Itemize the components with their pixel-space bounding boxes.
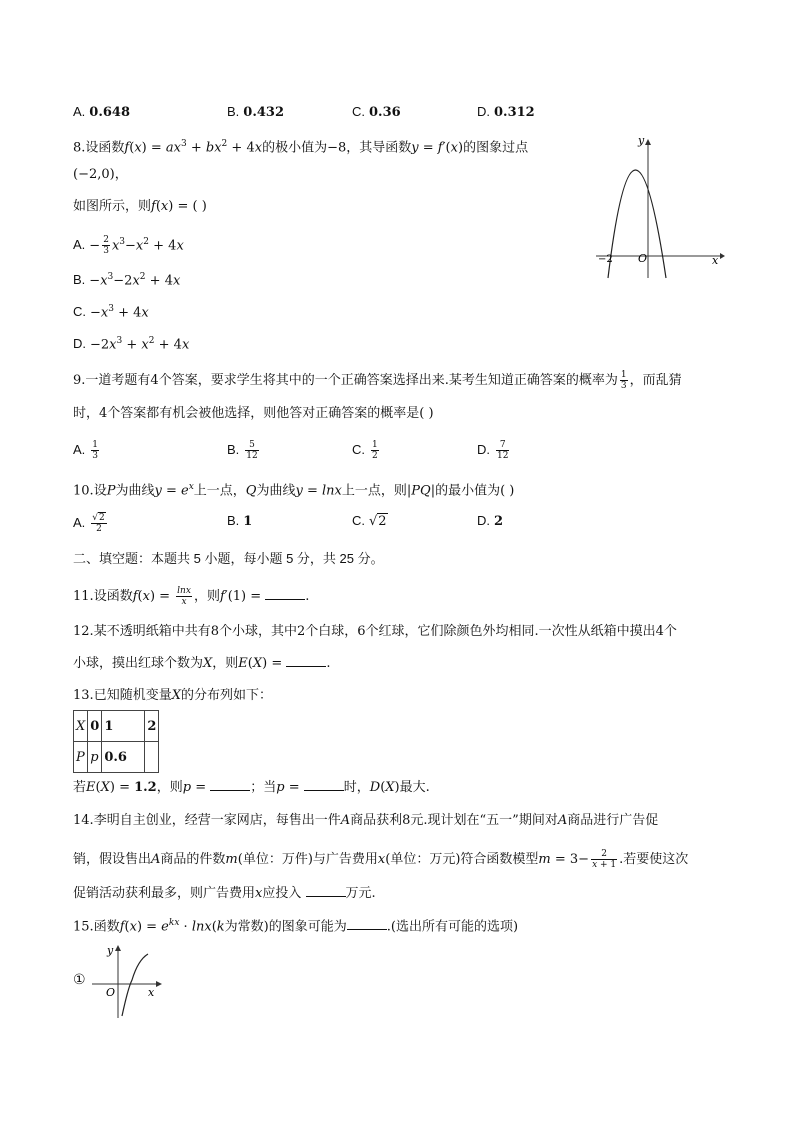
q8-x-label: x [712, 254, 719, 267]
q10-options [73, 513, 633, 533]
q14-answer-blank[interactable] [306, 884, 346, 897]
q15-graph-1[interactable] [90, 940, 165, 1020]
table-cell: p [88, 742, 102, 773]
q15-graph-marker[interactable]: ① [73, 972, 86, 988]
q11-answer-blank[interactable] [265, 587, 305, 600]
q15-answer-blank[interactable] [347, 917, 387, 930]
q8-option-b[interactable]: B. $-x^3-2x^2 + 4x$ [73, 272, 181, 289]
q10-option-a[interactable]: A. $\frac{√2}{2}$ [73, 513, 105, 534]
table-row [74, 711, 159, 742]
q9-option-d[interactable]: D. $\frac{7}{12}$ [477, 440, 509, 461]
q13-answer-blank-2[interactable] [304, 778, 344, 791]
table-cell [145, 742, 159, 773]
q15-x-axis-arrow [156, 981, 162, 987]
q15-origin-label: O [106, 986, 116, 999]
q8-option-d[interactable]: D. $-2x^3 + x^2 + 4x$ [73, 336, 190, 353]
q15-x-label: x [148, 986, 155, 999]
q13-stem: 13.已知随机变量X的分布列如下： [73, 688, 272, 703]
q15-y-axis-arrow [115, 945, 121, 951]
q8-y-label: y [638, 134, 645, 147]
q7-options [73, 104, 633, 124]
q8-stem2: 如图所示，则f(x) = ( ) [73, 199, 207, 214]
q15-y-label: y [107, 944, 114, 957]
table-row [74, 742, 159, 773]
table-cell: X [74, 711, 88, 742]
q8-parabola [608, 170, 666, 278]
q9-stem-line1: 9.一道考题有4个答案，要求学生将其中的一个正确答案选择出来.某考生知道正确答案的概率为 $\frac{1}{3}$ ，而乱猜 [73, 370, 682, 391]
q8-option-a[interactable]: A. − $\frac{2}{3}$ $x^3-x^2 + 4x$ [73, 235, 184, 257]
q8-option-c[interactable]: C. $-x^3 + 4x$ [73, 304, 149, 321]
q10-option-d[interactable]: D. 2 [477, 513, 504, 529]
q7-option-d[interactable]: D. 0.312 [477, 104, 535, 120]
q9-options [73, 440, 633, 460]
q14-line2: 销，假设售出A商品的件数m(单位：万件)与广告费用x(单位：万元)符合函数模型m = 3− $\frac{2}{x + 1}$ .若要使这次 [73, 849, 689, 870]
table-cell: 1 [102, 711, 145, 742]
q13-answer-blank-1[interactable] [210, 778, 250, 791]
q8-neg-two-label: −2 [598, 254, 613, 265]
q13-distribution-table [73, 710, 159, 773]
table-cell: 0 [88, 711, 102, 742]
q7-option-a[interactable]: A. 0.648 [73, 104, 131, 120]
q8-stem: 8.设函数$f(x) = ax^3 + bx^2 + 4x$的极小值为−8，其导函数y = f′(x)的图象过点 [73, 139, 529, 156]
q14-line1: 14.李明自主创业，经营一家网店，每售出一件A商品获利8元.现计划在“五一”期间对A商品进行广告促 [73, 813, 659, 828]
q14-line3: 促销活动获利最多，则广告费用x应投入 万元. [73, 886, 376, 901]
q9-option-a[interactable]: A. $\frac{1}{3}$ [73, 440, 99, 461]
table-cell: 0.6 [102, 742, 145, 773]
q7-option-c[interactable]: C. 0.36 [352, 104, 401, 120]
table-cell: 2 [145, 711, 159, 742]
q8-x-axis-arrow [720, 253, 725, 259]
q10-stem: 10.设P为曲线$y = e^x$上一点，Q为曲线y = lnx上一点，则|PQ|的最小值为( ) [73, 482, 515, 499]
q9-option-b[interactable]: B. $\frac{5}{12}$ [227, 440, 258, 461]
q12-line1: 12.某不透明纸箱中共有8个小球，其中2个白球，6个红球，它们除颜色外均相同.一次性从纸箱中摸出4个 [73, 624, 677, 639]
q8-point: (−2,0)， [73, 167, 128, 182]
table-cell: P [74, 742, 88, 773]
q15-curve [122, 954, 148, 1016]
q15-stem: 15.函数$f(x) = e^{kx} \cdot \ln x(k$为常数)的图象可能为 .(选出所有可能的选项) [73, 918, 519, 935]
section2-heading: 二、填空题：本题共 5 小题，每小题 5 分，共 25 分。 [73, 551, 384, 566]
q9-stem-line2: 时，4个答案都有机会被他选择，则他答对正确答案的概率是( ) [73, 406, 434, 421]
q10-option-b[interactable]: B. 1 [227, 513, 253, 529]
q10-option-c[interactable]: C. √2 [352, 513, 387, 529]
q9-option-c[interactable]: C. $\frac{1}{2}$ [352, 440, 378, 461]
q12-line2: 小球，摸出红球个数为X，则E(X) = . [73, 656, 331, 671]
q7-option-b[interactable]: B. 0.432 [227, 104, 285, 120]
q13-line2: 若E(X) = 1.2，则p = ；当p = 时，D(X)最大. [73, 780, 430, 795]
q8-derivative-graph [596, 132, 726, 280]
q11-stem: 11.设函数f(x) = $\frac{\ln x}{x}$ ，则f′(1) = . [73, 586, 310, 607]
q12-answer-blank[interactable] [286, 654, 326, 667]
q8-y-axis-arrow [645, 139, 651, 145]
q8-origin-label: O [638, 252, 648, 265]
